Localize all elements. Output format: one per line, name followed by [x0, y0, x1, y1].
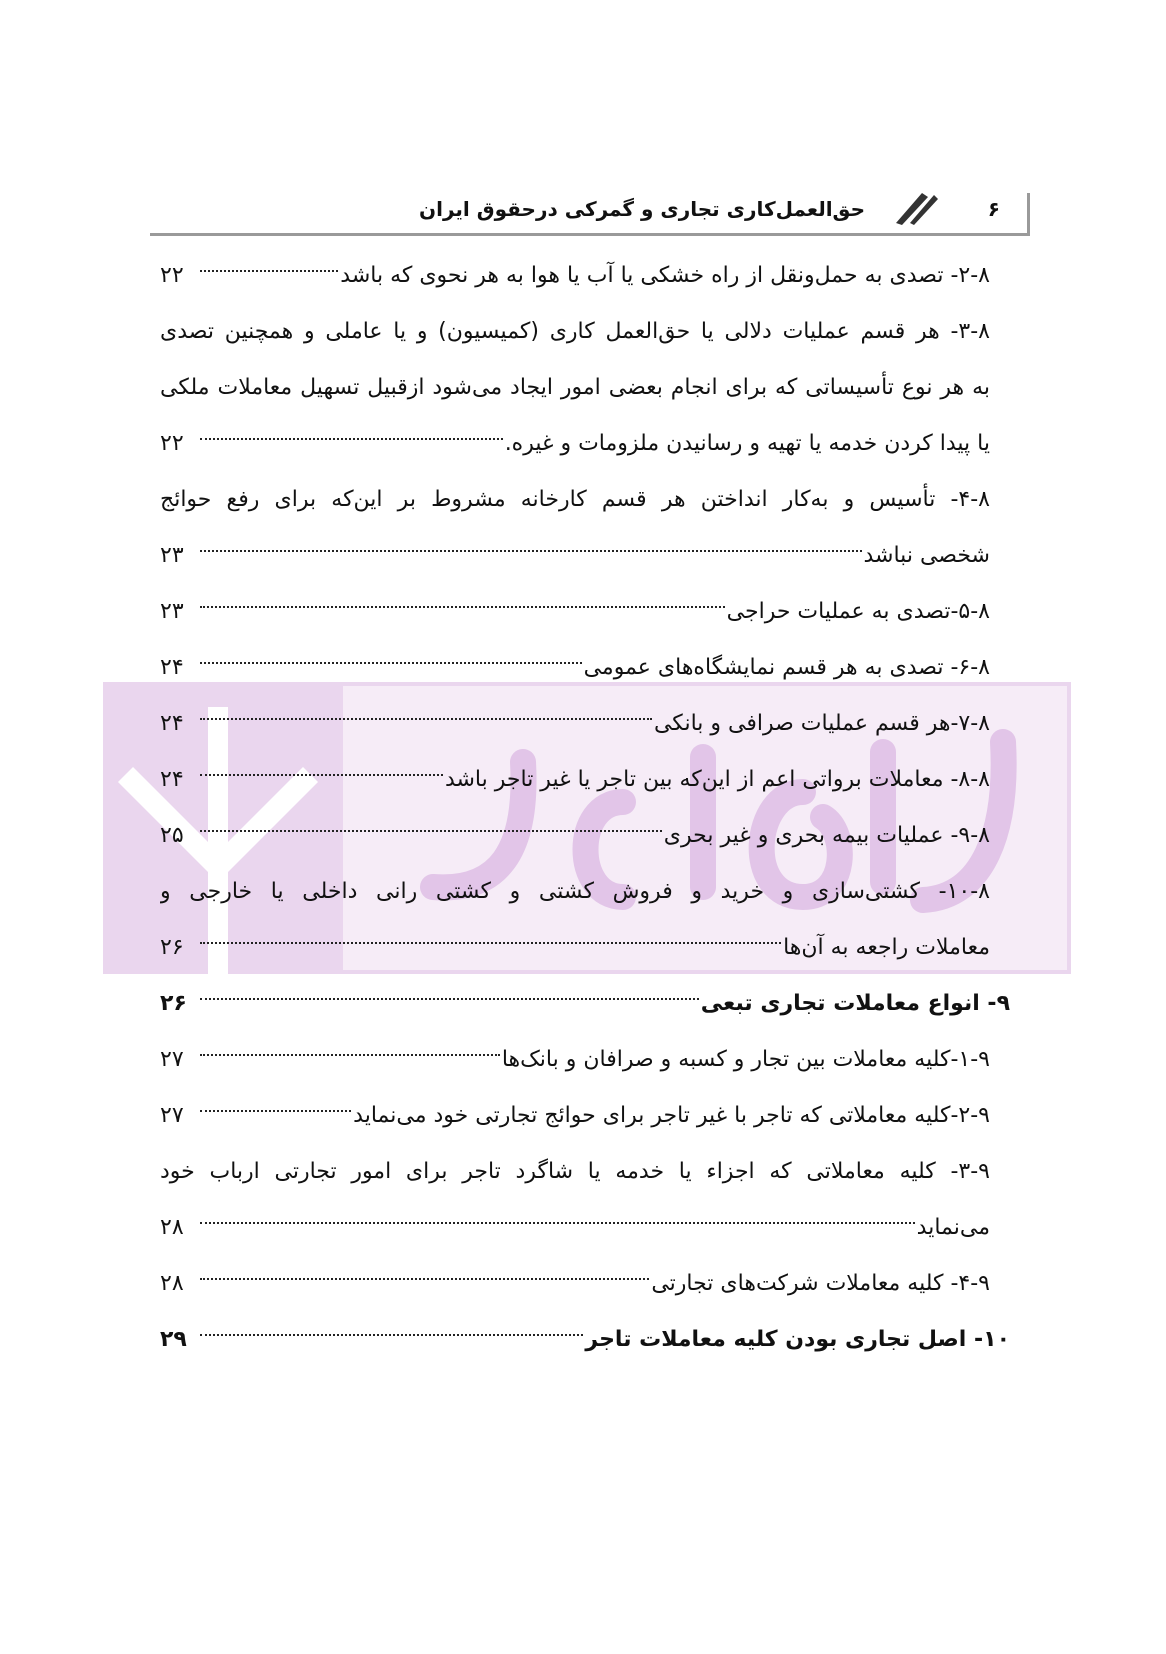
toc-entry[interactable]: ۸-۸- معاملات برواتی اعم از این‌که بین تاجر یا غیر تاجر باشد ۲۴: [160, 752, 990, 808]
table-of-contents: [160, 248, 1010, 1368]
toc-page-number: ۲۴: [160, 767, 184, 792]
toc-page-number: ۲۳: [160, 543, 184, 568]
toc-section-heading[interactable]: ۹- انواع معاملات تجاری تبعی ۲۶: [160, 976, 990, 1032]
toc-entry[interactable]: ۲-۹-کلیه معاملاتی که تاجر با غیر تاجر برای حوائج تجارتی خود می‌نماید ۲۷: [160, 1088, 990, 1144]
running-header: [150, 185, 1030, 236]
toc-entry-text-line: به هر نوع تأسیساتی که برای انجام بعضی امور ایجاد می‌شود ازقبیل تسهیل معاملات ملکی: [160, 375, 990, 400]
toc-page-number: ۲۷: [160, 1103, 184, 1128]
toc-entry[interactable]: معاملات راجعه به آن‌ها ۲۶: [160, 920, 990, 976]
toc-page-number: ۲۷: [160, 1047, 184, 1072]
toc-page-number: ۲۸: [160, 1215, 184, 1240]
toc-section-heading[interactable]: ۱۰- اصل تجاری بودن کلیه معاملات تاجر ۲۹: [160, 1312, 990, 1368]
toc-entry-text-line: ۴-۸- تأسیس و به‌کار انداختن هر قسم کارخانه مشروط بر این‌که برای رفع حوائج: [160, 487, 990, 512]
toc-page-number: ۲۲: [160, 263, 184, 288]
page-number: ۶: [987, 197, 1000, 221]
toc-entry[interactable]: ۹-۸- عملیات بیمه بحری و غیر بحری ۲۵: [160, 808, 990, 864]
toc-page-number: ۲۲: [160, 431, 184, 456]
toc-entry[interactable]: ۱-۹-کلیه معاملات بین تجار و کسبه و صرافان و بانک‌ها ۲۷: [160, 1032, 990, 1088]
toc-entry[interactable]: ۷-۸-هر قسم عملیات صرافی و بانکی ۲۴: [160, 696, 990, 752]
toc-page-number: ۲۴: [160, 711, 184, 736]
toc-page-number: ۲۸: [160, 1271, 184, 1296]
toc-page-number: ۲۵: [160, 823, 184, 848]
toc-entry[interactable]: می‌نماید ۲۸: [160, 1200, 990, 1256]
toc-entry[interactable]: ۵-۸-تصدی به عملیات حراجی ۲۳: [160, 584, 990, 640]
toc-entry[interactable]: شخصی نباشد ۲۳: [160, 528, 990, 584]
toc-entry-text-line: ۱۰-۸- کشتی‌سازی و خرید و فروش کشتی و کشتی رانی داخلی یا خارجی و: [160, 879, 990, 904]
toc-page-number: ۲۳: [160, 599, 184, 624]
toc-entry[interactable]: یا پیدا کردن خدمه یا تهیه و رسانیدن ملزومات و غیره. ۲۲: [160, 416, 990, 472]
toc-page-number: ۲۶: [160, 991, 187, 1016]
toc-entry[interactable]: ۶-۸- تصدی به هر قسم نمایشگاه‌های عمومی ۲۴: [160, 640, 990, 696]
toc-page-number: ۲۶: [160, 935, 184, 960]
pen-icon: [892, 189, 940, 225]
toc-entry[interactable]: ۲-۸- تصدی به حمل‌ونقل از راه خشکی یا آب یا هوا به هر نحوی که باشد ۲۲: [160, 248, 990, 304]
header-divider: [1027, 193, 1030, 235]
toc-entry[interactable]: ۴-۹- کلیه معاملات شرکت‌های تجارتی ۲۸: [160, 1256, 990, 1312]
toc-page-number: ۲۹: [160, 1327, 187, 1352]
toc-entry-text-line: ۳-۹- کلیه معاملاتی که اجزاء یا خدمه یا شاگرد تاجر برای امور تجارتی ارباب خود: [160, 1159, 990, 1184]
toc-entry-text-line: ۳-۸- هر قسم عملیات دلالی یا حق‌العمل کاری (کمیسیون) و یا عاملی و همچنین تصدی: [160, 319, 990, 344]
toc-page-number: ۲۴: [160, 655, 184, 680]
book-title: حق‌العمل‌کاری تجاری و گمرکی درحقوق ایران: [419, 197, 865, 221]
